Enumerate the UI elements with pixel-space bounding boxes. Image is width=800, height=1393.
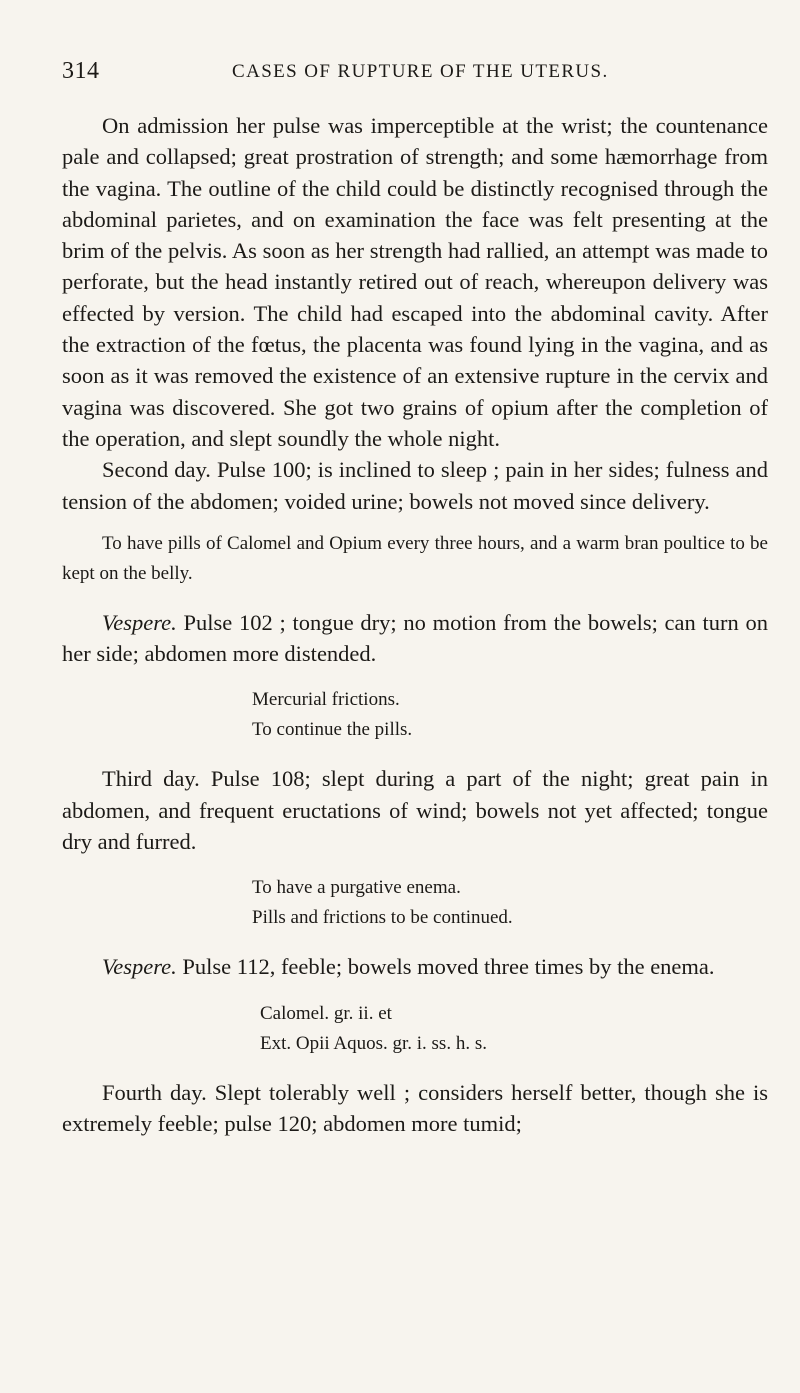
vespere-text: Pulse 102 ; tongue dry; no motion from the bowels; can turn on her side; abdomen more distended. — [62, 609, 768, 667]
prescription-line: To have a purgative enema. — [252, 877, 461, 899]
vespere-text: Pulse 112, feeble; bowels moved three times by the enema. — [176, 954, 715, 980]
page-number: 314 — [62, 58, 100, 84]
running-head — [62, 58, 756, 88]
prescription-pills: To have pills of Calomel and Opium every three hours, and a warm bran poultice to be kept on the belly. — [62, 532, 768, 584]
prescription-line: Ext. Opii Aquos. gr. i. ss. h. s. — [260, 1032, 487, 1054]
prescription-line: Calomel. gr. ii. et — [260, 1002, 392, 1024]
prescription-calomel — [62, 999, 768, 1059]
paragraph-second-day: Second day. Pulse 100; is inclined to sleep ; pain in her sides; fulness and tension of the abdomen; voided urine; bowels not moved since delivery. — [62, 457, 768, 514]
running-title: CASES OF RUPTURE OF THE UTERUS. — [232, 61, 609, 82]
paragraph-vespere-2 — [62, 951, 768, 982]
paragraph-admission: On admission her pulse was imperceptible at the wrist; the countenance pale and collapsed; great prostration of strength; and some hæmorrhage from the vagina. The outline of the child could be distinctly recognised through the abdominal parietes, and on examination the face was felt presenting at the brim of the pelvis. As soon as her strength had rallied, an attempt was made to perforate, but the head instantly retired out of reach, whereupon delivery was effected by version. The child had escaped into the abdominal cavity. After the extraction of the fœtus, the placenta was found lying in the vagina, and as soon as it was removed the existence of an extensive rupture in the cervix and vagina was discovered. She got two grains of opium after the completion of the operation, and slept soundly the whole night. — [62, 113, 768, 451]
prescription-line: Pills and frictions to be continued. — [252, 907, 513, 929]
body-text — [62, 110, 768, 1139]
paragraph-vespere-1 — [62, 607, 768, 670]
vespere-label: Vespere. — [102, 609, 177, 635]
prescription-line: Mercurial frictions. — [252, 689, 400, 711]
prescription-frictions — [62, 685, 768, 745]
paragraph-third-day: Third day. Pulse 108; slept during a part of the night; great pain in abdomen, and frequent eructations of wind; bowels not yet affected; tongue dry and furred. — [62, 766, 768, 855]
prescription-line: To continue the pills. — [252, 719, 413, 741]
paragraph-fourth-day: Fourth day. Slept tolerably well ; considers herself better, though she is extremely feeble; pulse 120; abdomen more tumid; — [62, 1079, 768, 1136]
vespere-label: Vespere. — [102, 954, 177, 980]
prescription-enema — [62, 873, 768, 933]
